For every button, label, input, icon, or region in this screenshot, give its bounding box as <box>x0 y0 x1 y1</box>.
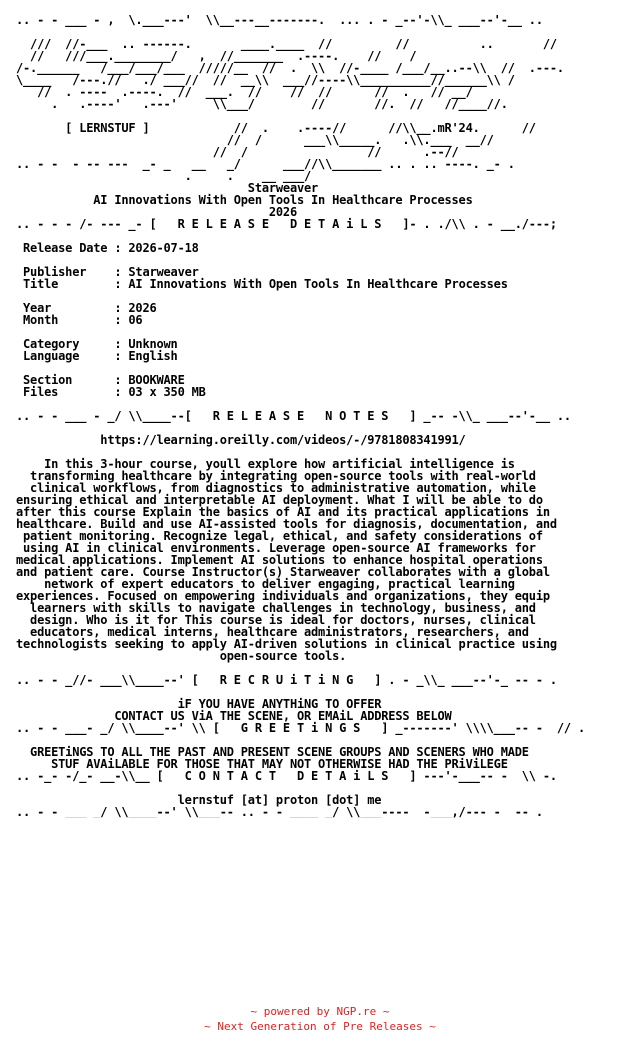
detail-label: Language : <box>16 349 129 363</box>
header-year: 2026 <box>16 205 297 219</box>
footer-powered-by[interactable]: ~ powered by NGP.re ~ <box>250 1005 390 1018</box>
divider-greetings: .. - - ___- _/ \\____--' \\ [ G R E E T i N G S ] _-------' \\\\___-- - // . <box>16 721 585 735</box>
notes-line: clinical workflows, from diagnostics to administrative automation, while <box>16 481 536 495</box>
notes-line: and patient care. Course Instructor(s) Starweaver collaborates with a global <box>16 565 550 579</box>
detail-label: Year : <box>16 301 129 315</box>
header-group: Starweaver <box>16 181 319 195</box>
detail-row <box>16 277 508 291</box>
detail-row <box>16 241 199 255</box>
notes-line: learners with skills to navigate challenges in technology, business, and <box>16 601 536 615</box>
detail-value: 03 x 350 MB <box>128 385 206 399</box>
notes-line: design. Who is it for This course is ideal for doctors, nurses, clinical <box>16 613 536 627</box>
banner-ascii-art: .. - - ___ - , \.___---' \\__---__-------. ... . - _--'-\\_ ___--'-__ .. /// //-___ .. ------. ____.____ // // .. // // ///___.________/ , //_______ .----. // / /-.______ /___/___/___ /////__ // . \\ //-____ /___/__..--\\ // .---. \____ /---.// ./ ___// // __\\ ___//----\\__________//______\\ / // . ---- .----. // ___. // // // // . // __/ . .----' .---' \\___/ // //. // //____//. [ LERNSTUF ] // . .----// //\\__.mR'24. // // / ___\\_____. .\\.___ __// // / // .--// .. - - - -- --- _- _ __ _/ ___//\\_______ .. . .. ----. _- . . . __ ___/ <box>16 14 564 183</box>
detail-row <box>16 349 178 363</box>
footer <box>0 1004 640 1034</box>
notes-line: ensuring ethical and interpretable AI deployment. What I will be able to do <box>16 493 543 507</box>
detail-label: Release Date : <box>16 241 129 255</box>
detail-value: 2026 <box>128 301 157 315</box>
details-block <box>16 241 508 399</box>
notes-line: technologists seeking to apply AI-driven solutions in clinical practice using <box>16 637 557 651</box>
notes-line: using AI in clinical environments. Leverage open-source AI frameworks for <box>16 541 536 555</box>
detail-value: English <box>128 349 178 363</box>
nfo-document <box>16 14 636 818</box>
detail-value: Unknown <box>128 337 178 351</box>
divider-release-details: .. - - - /- --- _- [ R E L E A S E D E T A i L S ]- . ./\\ . - __./---; <box>16 217 557 231</box>
notes-line: network of expert educators to deliver engaging, practical learning <box>16 577 515 591</box>
greetings-line-2: STUF AVAiLABLE FOR THOSE THAT MAY NOT OTHERWISE HAD THE PRiViLEGE <box>16 757 508 771</box>
footer-tagline: ~ Next Generation of Pre Releases ~ <box>204 1020 436 1033</box>
detail-value: Starweaver <box>128 265 199 279</box>
detail-row <box>16 385 206 399</box>
detail-value: AI Innovations With Open Tools In Healthcare Processes <box>128 277 508 291</box>
detail-label: Title : <box>16 277 129 291</box>
release-url[interactable]: https://learning.oreilly.com/videos/-/9781808341991/ <box>16 433 466 447</box>
greetings-line-1: GREETiNGS TO ALL THE PAST AND PRESENT SCENE GROUPS AND SCENERS WHO MADE <box>16 745 529 759</box>
divider-recruiting: .. - - _//- ___\\____--' [ R E C R U i T i N G ] . - _\\_ ___--'-_ -- - . <box>16 673 557 687</box>
detail-label: Publisher : <box>16 265 129 279</box>
detail-label: Month : <box>16 313 129 327</box>
notes-line: experiences. Focused on empowering individuals and organizations, they equip <box>16 589 550 603</box>
detail-label: Files : <box>16 385 129 399</box>
notes-line: In this 3-hour course, youll explore how artificial intelligence is <box>16 457 515 471</box>
detail-value: 06 <box>128 313 143 327</box>
notes-line: healthcare. Build and use AI-assisted tools for diagnosis, documentation, and <box>16 517 557 531</box>
detail-value: 2026-07-18 <box>128 241 199 255</box>
notes-line: transforming healthcare by integrating open-source tools with real-world <box>16 469 536 483</box>
notes-line: educators, medical interns, healthcare administrators, researchers, and <box>16 625 529 639</box>
header-title: AI Innovations With Open Tools In Healthcare Processes <box>16 193 473 207</box>
detail-label: Category : <box>16 337 129 351</box>
notes-line: patient monitoring. Recognize legal, ethical, and safety considerations of <box>16 529 543 543</box>
recruiting-line-1: iF YOU HAVE ANYTHiNG TO OFFER <box>16 697 382 711</box>
notes-line: after this course Explain the basics of AI and its practical applications in <box>16 505 550 519</box>
notes-line: open-source tools. <box>16 649 347 663</box>
recruiting-line-2: CONTACT US ViA THE SCENE, OR EMAiL ADDRESS BELOW <box>16 709 452 723</box>
divider-contact: .. -_- -/_- __-\\__ [ C O N T A C T D E T A i L S ] ---'-___-- - \\ -. <box>16 769 557 783</box>
detail-value: BOOKWARE <box>128 373 185 387</box>
divider-release-notes: .. - - ___ - _/ \\____--[ R E L E A S E N O T E S ] _-- -\\_ ___--'-__ .. <box>16 409 571 423</box>
detail-label: Section : <box>16 373 129 387</box>
notes-line: medical applications. Implement AI solutions to enhance hospital operations <box>16 553 543 567</box>
contact-email[interactable]: lernstuf [at] proton [dot] me <box>16 793 382 807</box>
detail-row <box>16 313 142 327</box>
release-notes-text <box>16 457 557 663</box>
divider-closing: .. - - ___ _/ \\____--' \\___-- .. - - ____ _/ \\___---- -___,/--- - -- . <box>16 805 543 818</box>
